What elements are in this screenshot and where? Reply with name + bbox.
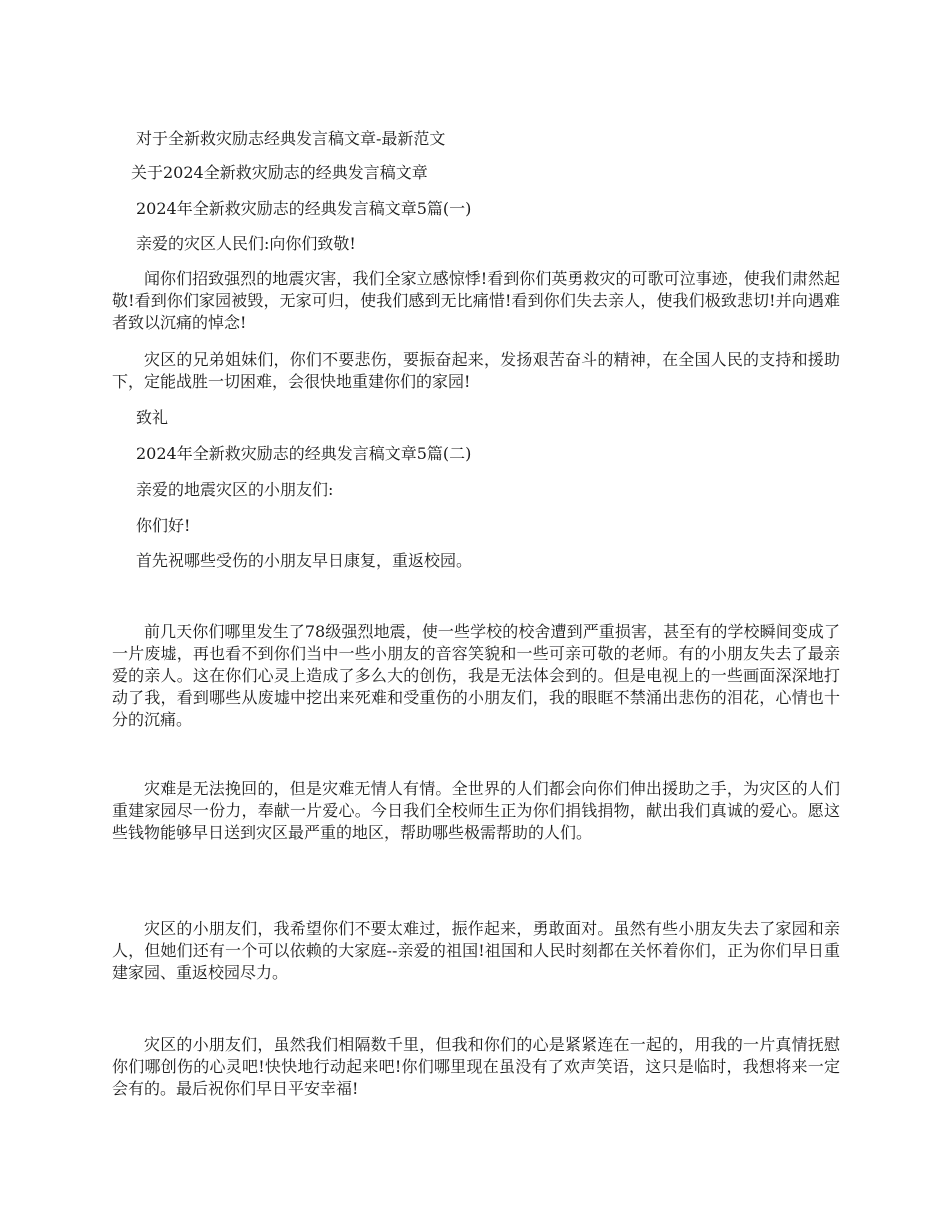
section2-paragraph-1: 前几天你们哪里发生了78级强烈地震，使一些学校的校舍遭到严重损害，甚至有的学校瞬间变成了一片废墟，再也看不到你们当中一些小朋友的音容笑貌和一些可亲可敬的老师。有的小朋友失去了最亲爱的亲人。这在你们心灵上造成了多么大的创伤，我是无法体会到的。但是电视上的一些画面深深地打动了我，看到哪些从废墟中挖出来死难和受重伤的小朋友们，我的眼眶不禁涌出悲伤的泪花，心情也十分的沉痛。 — [112, 622, 840, 729]
section2-hello: 你们好! — [136, 516, 191, 535]
section2-heading: 2024年全新救灾励志的经典发言稿文章5篇(二) — [136, 444, 472, 463]
section1-heading: 2024年全新救灾励志的经典发言稿文章5篇(一) — [136, 199, 472, 218]
document-subtitle: 关于2024全新救灾励志的经典发言稿文章 — [131, 163, 428, 182]
section2-paragraph-2: 灾难是无法挽回的，但是灾难无情人有情。全世界的人们都会向你们伸出援助之手，为灾区的人们重建家园尽一份力，奉献一片爱心。今日我们全校师生正为你们捐钱捐物，献出我们真诚的爱心。愿这些钱物能够早日送到灾区最严重的地区，帮助哪些极需帮助的人们。 — [112, 779, 840, 842]
section1-paragraph-1: 闻你们招致强烈的地震灾害，我们全家立感惊悸!看到你们英勇救灾的可歌可泣事迹，使我们肃然起敬!看到你们家园被毁，无家可归，使我们感到无比痛惜!看到你们失去亲人，使我们极致悲切!并向遇难者致以沉痛的悼念! — [112, 269, 840, 332]
section2-greeting: 亲爱的地震灾区的小朋友们: — [136, 480, 334, 499]
section2-wish: 首先祝哪些受伤的小朋友早日康复，重返校园。 — [136, 551, 473, 570]
document-title: 对于全新救灾励志经典发言稿文章-最新范文 — [136, 129, 446, 148]
section1-closing: 致礼 — [136, 408, 169, 427]
section2-paragraph-3: 灾区的小朋友们，我希望你们不要太难过，振作起来，勇敢面对。虽然有些小朋友失去了家园和亲人，但她们还有一个可以依赖的大家庭--亲爱的祖国!祖国和人民时刻都在关怀着你们，正为你们早日重建家园、重返校园尽力。 — [112, 919, 840, 982]
section1-greeting: 亲爱的灾区人民们:向你们致敬! — [136, 234, 356, 253]
section1-paragraph-2: 灾区的兄弟姐妹们，你们不要悲伤，要振奋起来，发扬艰苦奋斗的精神，在全国人民的支持和援助下，定能战胜一切困难，会很快地重建你们的家园! — [112, 350, 840, 391]
section2-paragraph-4: 灾区的小朋友们，虽然我们相隔数千里，但我和你们的心是紧紧连在一起的，用我的一片真情抚慰你们哪创伤的心灵吧!快快地行动起来吧!你们哪里现在虽没有了欢声笑语，这只是临时，我想将来一定会有的。最后祝你们早日平安幸福! — [112, 1035, 840, 1098]
